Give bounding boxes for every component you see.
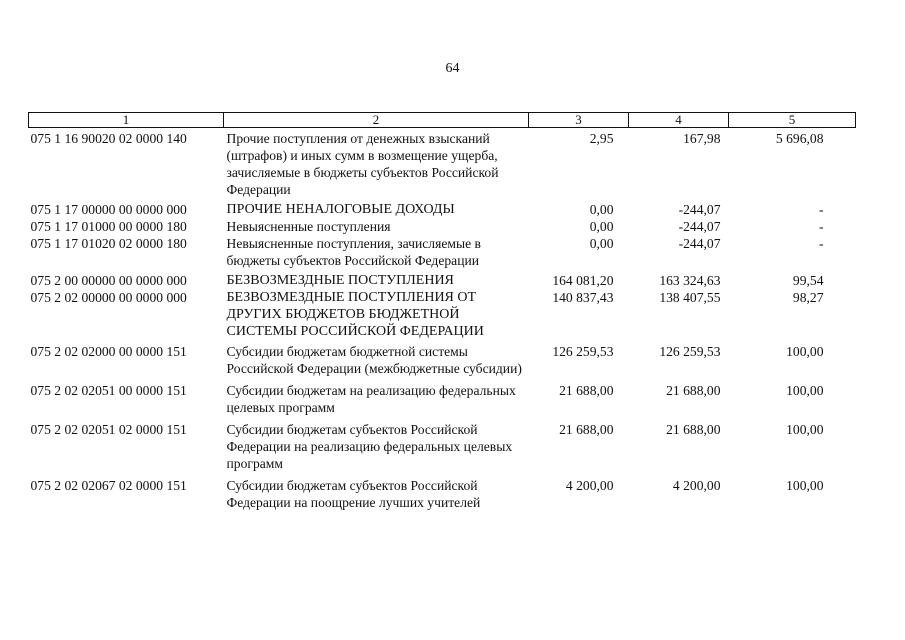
column-header-2: 2: [224, 113, 529, 128]
row-name: БЕЗВОЗМЕЗДНЫЕ ПОСТУПЛЕНИЯ: [226, 273, 454, 288]
row-value-5: 98,27: [792, 290, 824, 305]
row-value-5: 5 696,08: [775, 131, 824, 146]
table-row: [29, 416, 856, 472]
row-value-4: 167,98: [683, 131, 721, 146]
row-code: 075 1 17 01020 02 0000 180: [30, 236, 187, 251]
row-value-4: 126 259,53: [659, 344, 721, 359]
row-value-5: 100,00: [786, 383, 824, 398]
row-value-5: -: [818, 236, 824, 251]
row-value-3: 0,00: [589, 219, 614, 234]
budget-table: [28, 112, 856, 511]
table-row: [29, 340, 856, 377]
row-code: 075 2 02 02000 00 0000 151: [30, 344, 187, 359]
row-value-5: 100,00: [786, 478, 824, 493]
table-row: [29, 269, 856, 289]
row-value-4: -244,07: [678, 236, 721, 251]
row-value-5: -: [818, 219, 824, 234]
row-code: 075 2 02 02051 00 0000 151: [30, 383, 187, 398]
table-row: [29, 235, 856, 269]
page-number: 64: [445, 61, 460, 76]
table-body: [29, 128, 856, 512]
row-name: Субсидии бюджетам на реализацию федеральных целевых программ: [226, 383, 516, 415]
row-code: 075 1 17 00000 00 0000 000: [30, 202, 187, 217]
column-header-5: 5: [729, 113, 856, 128]
row-value-4: 21 688,00: [666, 422, 721, 437]
row-code: 075 1 16 90020 02 0000 140: [30, 131, 187, 146]
table-header: [29, 113, 856, 128]
row-value-3: 0,00: [589, 236, 614, 251]
row-value-5: 100,00: [786, 344, 824, 359]
row-value-3: 2,95: [589, 131, 614, 146]
row-value-4: 21 688,00: [666, 383, 721, 398]
table-row: [29, 377, 856, 416]
row-code: 075 2 02 00000 00 0000 000: [30, 290, 187, 305]
row-value-4: 163 324,63: [659, 273, 721, 288]
row-value-3: 4 200,00: [565, 478, 614, 493]
row-name: Субсидии бюджетам субъектов Российской Федерации на поощрение лучших учителей: [226, 478, 481, 510]
row-value-3: 21 688,00: [559, 383, 614, 398]
row-value-4: -244,07: [678, 219, 721, 234]
header-row: [29, 113, 856, 128]
row-value-3: 21 688,00: [559, 422, 614, 437]
row-value-5: 99,54: [792, 273, 824, 288]
row-code: 075 1 17 01000 00 0000 180: [30, 219, 187, 234]
column-header-3: 3: [529, 113, 629, 128]
table-row: [29, 289, 856, 340]
row-name: Прочие поступления от денежных взысканий (штрафов) и иных сумм в возмещение ущерба, зачисляемые в бюджеты субъектов Российской Федерации: [226, 131, 499, 197]
row-value-4: -244,07: [678, 202, 721, 217]
row-code: 075 2 02 02051 02 0000 151: [30, 422, 187, 437]
row-value-4: 4 200,00: [672, 478, 721, 493]
row-code: 075 2 00 00000 00 0000 000: [30, 273, 187, 288]
column-header-4: 4: [629, 113, 729, 128]
row-value-4: 138 407,55: [659, 290, 721, 305]
row-code: 075 2 02 02067 02 0000 151: [30, 478, 187, 493]
row-value-5: 100,00: [786, 422, 824, 437]
table-row: [29, 472, 856, 511]
row-name: БЕЗВОЗМЕЗДНЫЕ ПОСТУПЛЕНИЯ ОТ ДРУГИХ БЮДЖЕТОВ БЮДЖЕТНОЙ СИСТЕМЫ РОССИЙСКОЙ ФЕДЕРАЦИИ: [226, 290, 484, 339]
row-value-3: 164 081,20: [552, 273, 614, 288]
row-value-3: 126 259,53: [552, 344, 614, 359]
row-value-3: 0,00: [589, 202, 614, 217]
row-name: Субсидии бюджетам бюджетной системы Российской Федерации (межбюджетные субсидии): [226, 344, 522, 376]
row-value-3: 140 837,43: [552, 290, 614, 305]
row-name: Невыясненные поступления, зачисляемые в бюджеты субъектов Российской Федерации: [226, 236, 481, 268]
row-name: Субсидии бюджетам субъектов Российской Федерации на реализацию федеральных целевых программ: [226, 422, 513, 471]
table-row: [29, 218, 856, 235]
table-row: [29, 128, 856, 199]
row-name: ПРОЧИЕ НЕНАЛОГОВЫЕ ДОХОДЫ: [226, 202, 455, 217]
column-header-1: 1: [29, 113, 224, 128]
row-name: Невыясненные поступления: [226, 219, 391, 234]
table-row: [29, 198, 856, 218]
row-value-5: -: [818, 202, 824, 217]
